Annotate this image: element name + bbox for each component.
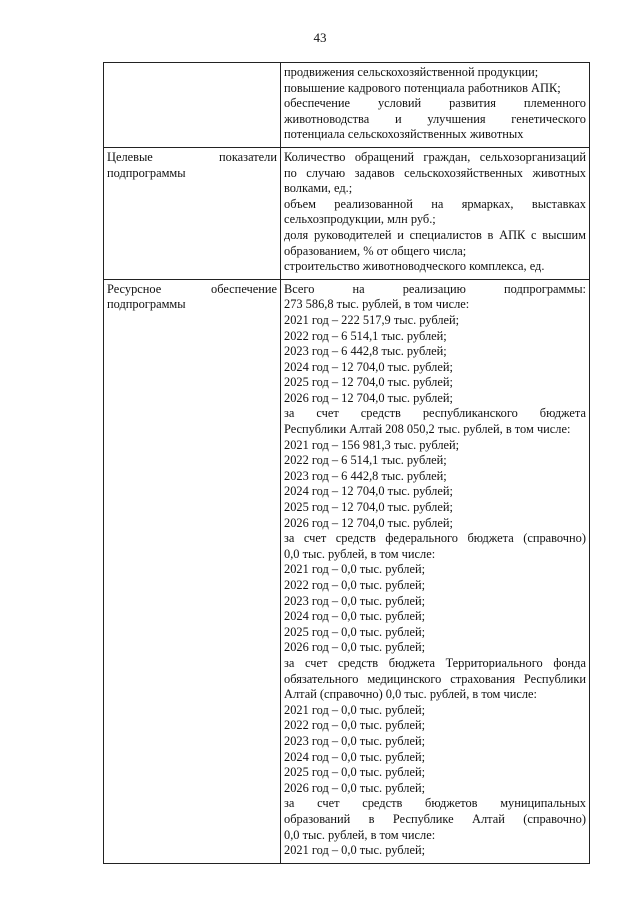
content-line: продвижения сельскохозяйственной продукции; <box>284 65 539 79</box>
table-row <box>104 63 590 148</box>
content-line: за счет средств бюджета Территориального фонда <box>284 655 586 670</box>
content-line: повышение кадрового потенциала работников АПК; <box>284 80 561 95</box>
content-line: 2024 год – 0,0 тыс. рублей; <box>284 609 426 624</box>
content-line: 2025 год – 12 704,0 тыс. рублей; <box>284 375 453 390</box>
content-line: за счет средств республиканского бюджета <box>284 406 586 421</box>
content-line: потенциала сельскохозяйственных животных <box>284 127 524 142</box>
content-line: объем реализованной на ярмарках, выставках <box>284 196 586 211</box>
table-row <box>104 279 590 863</box>
content-line: доля руководителей и специалистов в АПК с высшим <box>284 227 586 242</box>
row-label-line: подпрограммы <box>107 297 186 312</box>
content-line: по случаю задавов сельскохозяйственных животных <box>284 165 586 180</box>
content-line: 0,0 тыс. рублей, в том числе: <box>284 827 436 842</box>
content-line: 2023 год – 0,0 тыс. рублей; <box>284 733 426 748</box>
content-line: 2021 год – 222 517,9 тыс. рублей; <box>284 312 460 327</box>
content-line: 2024 год – 12 704,0 тыс. рублей; <box>284 484 453 499</box>
row-label-cell <box>104 63 281 148</box>
content-line: за счет средств федерального бюджета (справочно) <box>284 531 586 546</box>
content-line: за счет средств бюджетов муниципальных <box>284 796 586 811</box>
content-line: 2025 год – 12 704,0 тыс. рублей; <box>284 500 453 515</box>
content-line: 2024 год – 12 704,0 тыс. рублей; <box>284 359 453 374</box>
content-line: 2026 год – 12 704,0 тыс. рублей; <box>284 515 453 530</box>
content-line: животноводства и улучшения генетического <box>284 111 586 126</box>
content-line: 2022 год – 0,0 тыс. рублей; <box>284 718 426 733</box>
row-label-cell <box>104 279 281 863</box>
content-line: 2023 год – 0,0 тыс. рублей; <box>284 593 426 608</box>
content-line: 2022 год – 6 514,1 тыс. рублей; <box>284 328 447 343</box>
content-line: 2025 год – 0,0 тыс. рублей; <box>284 765 426 780</box>
content-line: 273 586,8 тыс. рублей, в том числе: <box>284 297 470 312</box>
content-line: Количество обращений граждан, сельхозорганизаций <box>284 149 586 164</box>
row-label-cell <box>104 147 281 279</box>
row-label-line: подпрограммы <box>107 165 186 180</box>
content-line: 0,0 тыс. рублей, в том числе: <box>284 546 436 561</box>
row-content-cell <box>281 279 590 863</box>
page-number: 43 <box>313 30 327 45</box>
row-content-cell <box>281 147 590 279</box>
content-line: 2021 год – 0,0 тыс. рублей; <box>284 702 426 717</box>
content-line: 2021 год – 0,0 тыс. рублей; <box>284 843 426 858</box>
content-line: 2025 год – 0,0 тыс. рублей; <box>284 624 426 639</box>
content-line: Алтай (справочно) 0,0 тыс. рублей, в том числе: <box>284 687 537 702</box>
content-line: образованием, % от общего числа; <box>284 243 467 258</box>
row-content-cell <box>281 63 590 148</box>
content-line: Республики Алтай 208 050,2 тыс. рублей, в том числе: <box>284 422 571 437</box>
content-line: сельхозпродукции, млн руб.; <box>284 212 436 227</box>
content-line: строительство животноводческого комплекса, ед. <box>284 259 545 274</box>
content-line: 2021 год – 156 981,3 тыс. рублей; <box>284 437 460 452</box>
content-line: волками, ед.; <box>284 181 353 196</box>
content-line: обеспечение условий развития племенного <box>284 96 586 111</box>
passport-table <box>103 62 590 864</box>
content-line: 2026 год – 12 704,0 тыс. рублей; <box>284 390 453 405</box>
content-line: Всего на реализацию подпрограммы: <box>284 281 586 296</box>
content-line: 2023 год – 6 442,8 тыс. рублей; <box>284 468 447 483</box>
content-line: 2022 год – 0,0 тыс. рублей; <box>284 578 426 592</box>
content-line: образований в Республике Алтай (справочно) <box>284 811 586 826</box>
content-line: 2023 год – 6 442,8 тыс. рублей; <box>284 344 447 359</box>
content-line: 2026 год – 0,0 тыс. рублей; <box>284 780 426 795</box>
table-body <box>104 63 590 864</box>
content-line: 2022 год – 6 514,1 тыс. рублей; <box>284 453 447 468</box>
content-line: обязательного медицинского страхования Республики <box>284 671 586 686</box>
content-line: 2026 год – 0,0 тыс. рублей; <box>284 640 426 655</box>
table-row <box>104 147 590 279</box>
row-label-line: Ресурсное обеспечение <box>107 281 277 296</box>
row-label-line: Целевые показатели <box>107 149 277 164</box>
content-line: 2021 год – 0,0 тыс. рублей; <box>284 562 426 577</box>
content-line: 2024 год – 0,0 тыс. рублей; <box>284 749 426 764</box>
